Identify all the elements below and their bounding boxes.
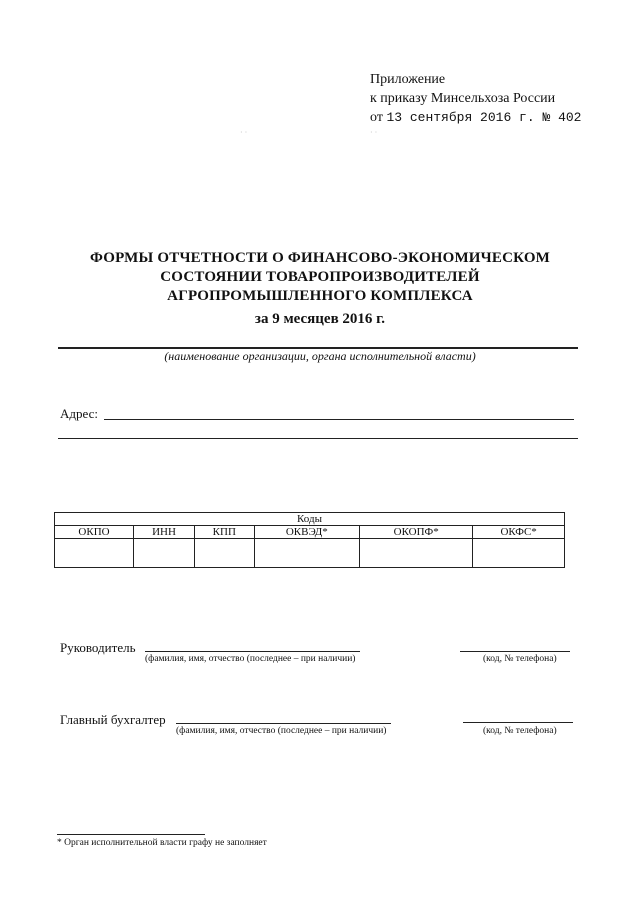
accountant-phone-caption: (код, № телефона) (483, 726, 557, 736)
codes-column-okved: ОКВЭД* (254, 526, 360, 539)
codes-value-inn[interactable] (134, 539, 195, 568)
scan-speck: · · (240, 128, 248, 137)
head-label: Руководитель (60, 640, 136, 655)
organization-caption: (наименование организации, органа исполнительной власти) (164, 349, 476, 363)
scan-speck: · · (370, 128, 378, 137)
appendix-date-prefix: от (370, 110, 383, 125)
title-line-3: АГРОПРОМЫШЛЕННОГО КОМПЛЕКСА (167, 288, 473, 304)
footnote: * Орган исполнительной власти графу не заполняет (57, 838, 267, 848)
head-phone-line[interactable] (460, 651, 570, 652)
codes-column-okopf: ОКОПФ* (360, 526, 473, 539)
codes-column-okfs: ОКФС* (473, 526, 565, 539)
codes-value-okfs[interactable] (473, 539, 565, 568)
accountant-phone-line[interactable] (463, 722, 573, 723)
accountant-label: Главный бухгалтер (60, 712, 166, 727)
codes-column-kpp: КПП (195, 526, 255, 539)
codes-value-okved[interactable] (254, 539, 360, 568)
codes-table (54, 512, 565, 568)
codes-column-inn: ИНН (134, 526, 195, 539)
title-line-1: ФОРМЫ ОТЧЕТНОСТИ О ФИНАНСОВО-ЭКОНОМИЧЕСКОМ (89, 250, 551, 266)
appendix-line-1: Приложение (370, 72, 446, 87)
appendix-date: 13 сентября 2016 г. № 402 (386, 110, 582, 125)
address-line[interactable] (104, 419, 574, 420)
head-name-line[interactable] (145, 651, 360, 652)
codes-value-okopf[interactable] (360, 539, 473, 568)
codes-value-kpp[interactable] (195, 539, 255, 568)
title-line-2: СОСТОЯНИИ ТОВАРОПРОИЗВОДИТЕЛЕЙ (160, 269, 480, 285)
head-phone-caption: (код, № телефона) (483, 654, 557, 664)
appendix-line-2: к приказу Минсельхоза России (370, 91, 556, 106)
report-period: за 9 месяцев 2016 г. (254, 311, 386, 327)
codes-value-okpo[interactable] (55, 539, 134, 568)
document-title (60, 249, 580, 306)
codes-column-okpo: ОКПО (55, 526, 134, 539)
address-line-2[interactable] (58, 438, 578, 439)
appendix-line-3 (370, 108, 581, 127)
head-name-caption: (фамилия, имя, отчество (последнее – при наличии) (145, 654, 356, 664)
appendix-block (370, 70, 581, 127)
address-label: Адрес: (60, 406, 98, 421)
accountant-name-caption: (фамилия, имя, отчество (последнее – при наличии) (176, 726, 387, 736)
accountant-name-line[interactable] (176, 723, 391, 724)
codes-header: Коды (55, 513, 565, 526)
footnote-separator (57, 834, 205, 835)
